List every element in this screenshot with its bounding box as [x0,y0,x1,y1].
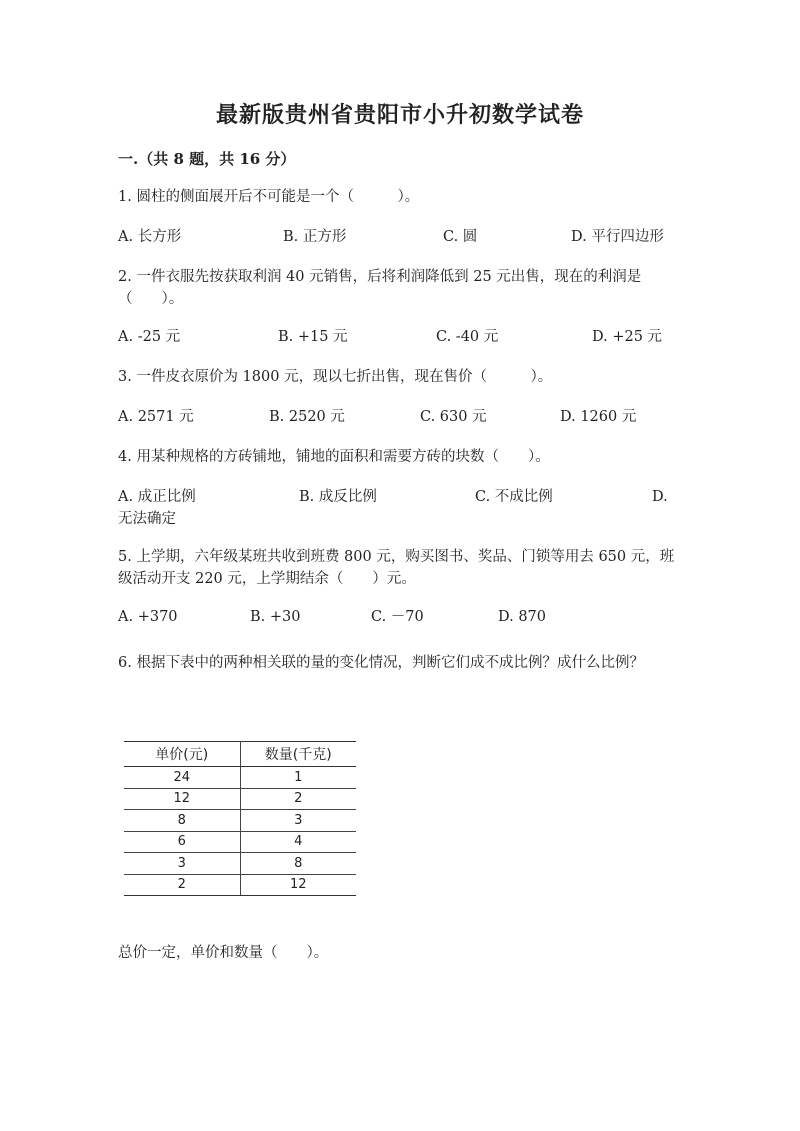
question-5-options [118,606,678,628]
option-c: C. 圆 [443,229,478,245]
option-c: C. 不成比例 [475,489,553,505]
cell-price: 2 [124,874,240,896]
option-c: C. 630 元 [420,409,487,425]
option-a: A. +370 [118,609,178,625]
question-6: 6. 根据下表中的两种相关联的量的变化情况，判断它们成不成比例？成什么比例？ [118,655,644,671]
option-b: B. +30 [250,609,301,625]
cell-price: 8 [124,810,240,832]
cell-quantity: 4 [240,831,356,853]
table-row [124,853,356,875]
question-2-options [118,326,678,348]
question-4-options [118,486,678,508]
cell-quantity: 1 [240,767,356,789]
option-d-text: 无法确定 [118,511,176,527]
option-c: C. -40 元 [436,329,499,345]
option-a: A. 2571 元 [118,409,194,425]
question-4: 4. 用某种规格的方砖铺地，铺地的面积和需要方砖的块数（ ）。 [118,449,550,465]
table-row [124,874,356,896]
question-3-options [118,406,678,428]
header-quantity: 数量(千克) [240,742,356,767]
table-row [124,810,356,832]
cell-quantity: 12 [240,874,356,896]
question-1-options [118,226,678,248]
cell-price: 6 [124,831,240,853]
option-a: A. 成正比例 [118,489,196,505]
price-quantity-table [124,741,356,896]
option-d: D. [652,489,668,505]
question-2: 2. 一件衣服先按获取利润 40 元销售，后将利润降低到 25 元出售，现在的利润是（ ）。 [118,269,642,307]
table-row [124,831,356,853]
cell-price: 12 [124,788,240,810]
option-b: B. 正方形 [283,229,347,245]
cell-quantity: 8 [240,853,356,875]
question-5: 5. 上学期，六年级某班共收到班费 800 元，购买图书、奖品、门锁等用去 650 元，班级活动开支 220 元，上学期结余（ ）元。 [118,549,675,587]
option-a: A. 长方形 [118,229,182,245]
question-1: 1. 圆柱的侧面展开后不可能是一个（ ）。 [118,189,420,205]
table-row [124,788,356,810]
option-b: B. 成反比例 [299,489,377,505]
header-unit-price: 单价(元) [124,742,240,767]
option-d: D. 1260 元 [560,409,637,425]
option-a: A. -25 元 [118,329,181,345]
page-title: 最新版贵州省贵阳市小升初数学试卷 [215,102,584,128]
cell-quantity: 2 [240,788,356,810]
option-c: C. －70 [371,609,424,625]
cell-quantity: 3 [240,810,356,832]
option-b: B. 2520 元 [269,409,345,425]
option-b: B. +15 元 [278,329,348,345]
table-header-row [124,742,356,767]
cell-price: 3 [124,853,240,875]
table-row [124,767,356,789]
question-3: 3. 一件皮衣原价为 1800 元，现以七折出售，现在售价（ ）。 [118,369,553,385]
option-d: D. 平行四边形 [571,229,664,245]
footer-question: 总价一定，单价和数量（ ）。 [118,945,329,961]
section-heading: 一.（共 8 题，共 16 分） [118,150,296,168]
cell-price: 24 [124,767,240,789]
option-d: D. +25 元 [592,329,663,345]
option-d: D. 870 [498,609,547,625]
